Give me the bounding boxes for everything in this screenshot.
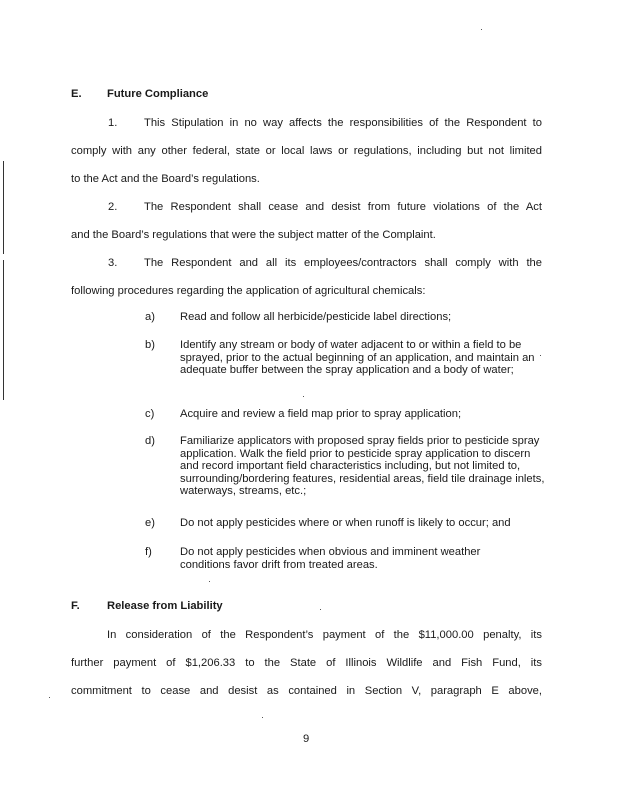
list-item-text: Familiarize applicators with proposed spray fields prior to pesticide spray application. Walk the field prior to pesticide spray application to discern and record important field characteristics including, but not limited to, surrounding/bordering features, residential areas, field tile drainage inlets, waterways, streams, etc.; <box>180 435 545 498</box>
list-item-text: Do not apply pesticides where or when runoff is likely to occur; and <box>180 517 511 529</box>
section-e-letter: E. <box>71 88 82 100</box>
release-paragraph-line-3: commitment to cease and desist as contained in Section V, paragraph E above, <box>71 685 542 697</box>
scan-speck <box>262 717 263 718</box>
paragraph-1-line-2: comply with any other federal, state or local laws or regulations, including but not limited <box>71 145 542 157</box>
paragraph-2-line-2: and the Board’s regulations that were the subject matter of the Complaint. <box>71 229 436 241</box>
list-item-letter: b) <box>145 339 155 351</box>
margin-change-bar <box>3 260 4 400</box>
section-f-title: Release from Liability <box>107 600 223 612</box>
page-number: 9 <box>303 733 310 745</box>
list-item-text: Acquire and review a field map prior to spray application; <box>180 408 462 420</box>
scan-speck <box>303 396 304 397</box>
paragraph-3-line-2: following procedures regarding the application of agricultural chemicals: <box>71 285 426 297</box>
list-item-text: Identify any stream or body of water adjacent to or within a field to be sprayed, prior to the actual beginning of an application, and maintain an adequate buffer between the spray application and a body of water; <box>180 339 535 377</box>
section-e-title: Future Compliance <box>107 88 209 100</box>
release-paragraph-line-2: further payment of $1,206.33 to the State of Illinois Wildlife and Fish Fund, its <box>71 657 542 669</box>
paragraph-2-number: 2. <box>108 201 118 213</box>
paragraph-1-line-1: This Stipulation in no way affects the responsibilities of the Respondent to <box>144 117 542 129</box>
scan-speck <box>49 697 50 698</box>
scan-speck <box>481 29 482 30</box>
list-item-letter: c) <box>145 408 155 420</box>
list-item-letter: a) <box>145 311 155 323</box>
paragraph-3-number: 3. <box>108 257 118 269</box>
release-paragraph-line-1: In consideration of the Respondent’s payment of the $11,000.00 penalty, its <box>107 629 542 641</box>
paragraph-1-number: 1. <box>108 117 118 129</box>
paragraph-3-line-1: The Respondent and all its employees/contractors shall comply with the <box>144 257 542 269</box>
paragraph-2-line-1: The Respondent shall cease and desist from future violations of the Act <box>144 201 542 213</box>
list-item-letter: f) <box>145 546 152 558</box>
list-item-text: Do not apply pesticides when obvious and imminent weather conditions favor drift from treated areas. <box>180 546 481 571</box>
list-item-letter: e) <box>145 517 155 529</box>
list-item-text: Read and follow all herbicide/pesticide label directions; <box>180 311 452 323</box>
margin-change-bar <box>3 161 4 254</box>
list-item-letter: d) <box>145 435 155 447</box>
scan-speck <box>320 609 321 610</box>
section-f-letter: F. <box>71 600 80 612</box>
scan-speck <box>540 355 541 356</box>
paragraph-1-line-3: to the Act and the Board’s regulations. <box>71 173 260 185</box>
scan-speck <box>209 581 210 582</box>
